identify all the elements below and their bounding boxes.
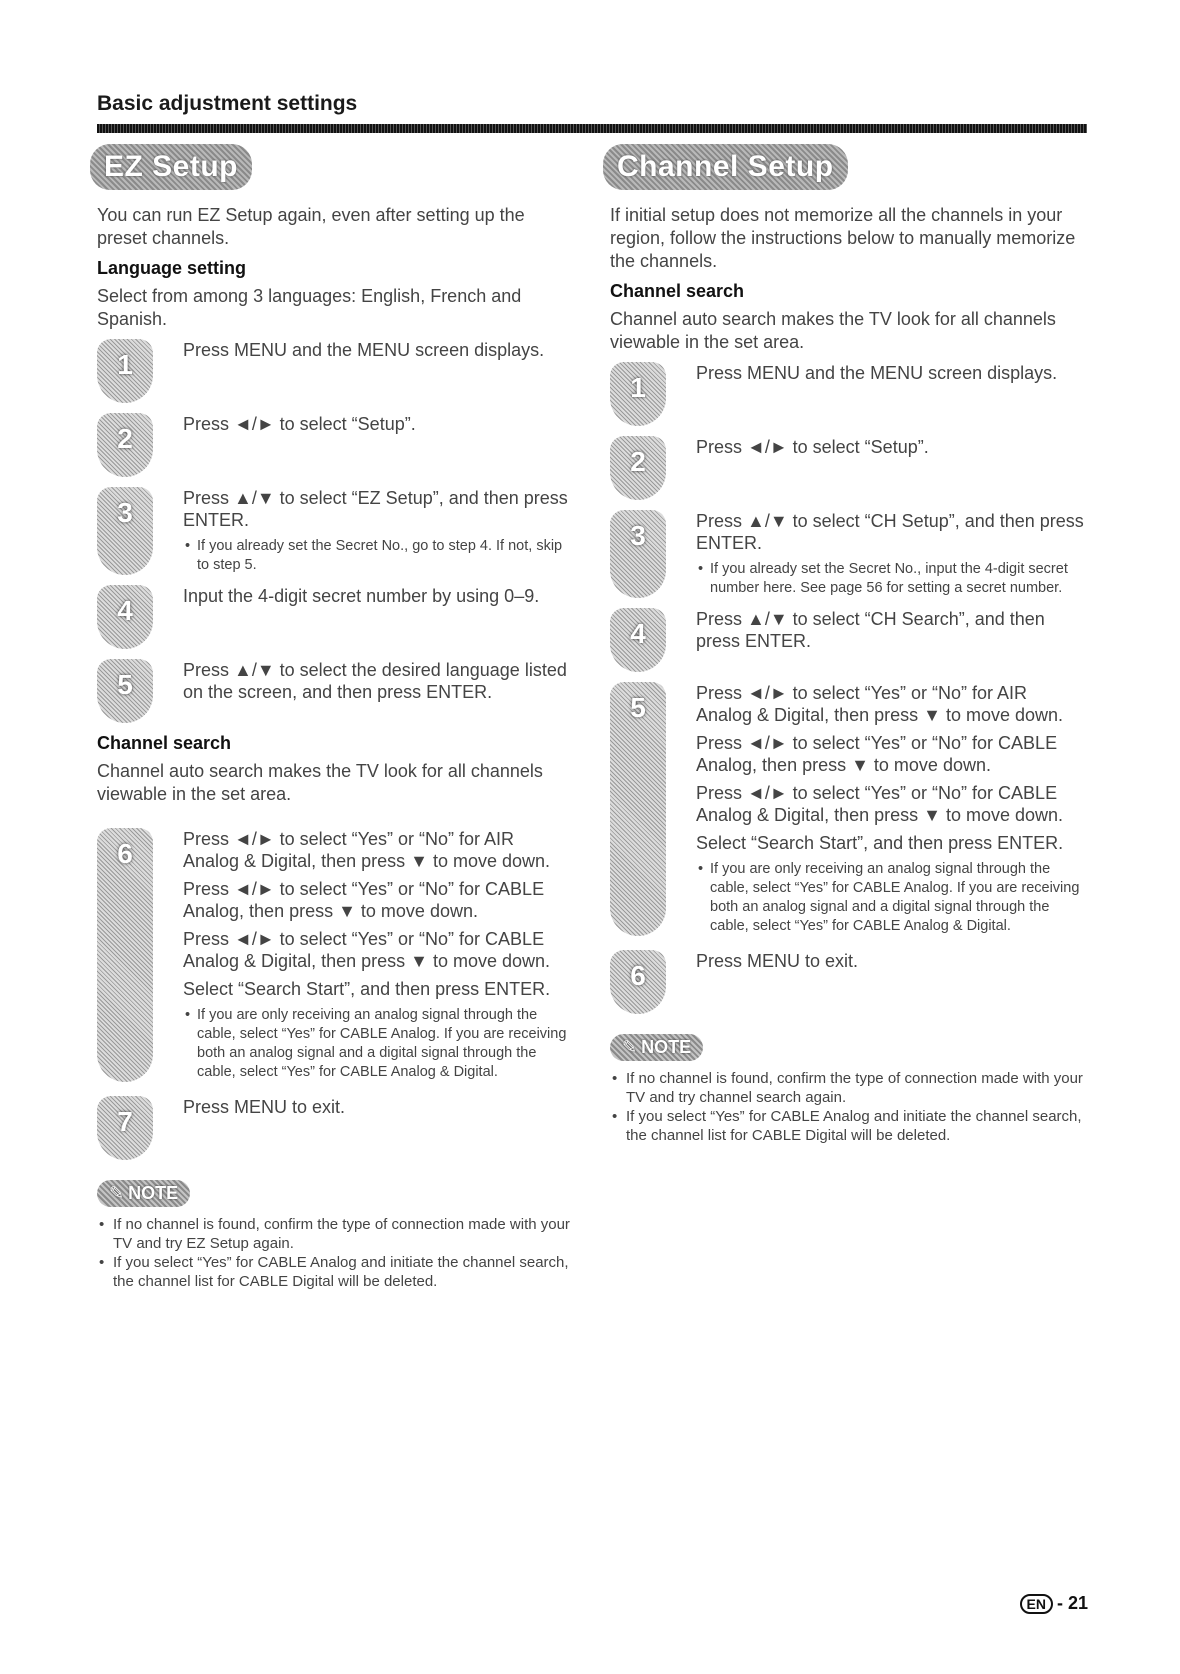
step-number: 6 (117, 838, 133, 869)
pencil-icon: ✎ (109, 1183, 125, 1203)
ez-setup-intro: You can run EZ Setup again, even after setting up the preset channels. (97, 205, 525, 248)
page-number: - 21 (1056, 1593, 1088, 1613)
channel-search-heading: Channel search (97, 733, 232, 753)
step-5 (610, 682, 1085, 936)
step-note: • If you are only receiving an analog signal through the cable, select “Yes” for CABLE Analog. If you are receiving both an analog signal and a digital signal through the cable, select “Yes” for CABLE Analog & Digital. (710, 860, 1085, 936)
step-text: Press ◄/► to select “Yes” or “No” for AIR Analog & Digital, then press ▼ to move down. (696, 683, 1064, 725)
step-4 (97, 585, 572, 649)
channel-search-text: Channel auto search makes the TV look for all channels viewable in the set area. (97, 761, 543, 804)
step-text: Press ◄/► to select “Setup”. (183, 414, 416, 434)
step-number: 7 (117, 1106, 133, 1137)
step-4 (610, 608, 1085, 672)
step-text: Press ▲/▼ to select “CH Search”, and then press ENTER. (696, 609, 1045, 651)
step-6 (97, 828, 572, 1082)
channel-search-text: Channel auto search makes the TV look for all channels viewable in the set area. (610, 309, 1056, 352)
step-text: Press ◄/► to select “Setup”. (696, 437, 929, 457)
step-number: 5 (117, 669, 133, 700)
page-footer (1020, 1593, 1088, 1614)
step-text: Press ◄/► to select “Yes” or “No” for CABLE Analog & Digital, then press ▼ to move down. (183, 929, 551, 971)
step-note: • If you already set the Secret No., go to step 4. If not, skip to step 5. (197, 537, 572, 575)
step-text: Press MENU to exit. (696, 951, 859, 971)
step-number: 1 (117, 349, 133, 380)
step-7 (97, 1096, 572, 1160)
pencil-icon: ✎ (622, 1037, 638, 1057)
step-text: Press MENU and the MENU screen displays. (696, 363, 1058, 383)
step-text: Press ▲/▼ to select the desired language listed on the screen, and then press ENTER. (183, 660, 567, 702)
step-2 (610, 436, 1085, 500)
step-number: 6 (630, 960, 646, 991)
note-badge (97, 1180, 190, 1207)
step-number: 2 (630, 446, 646, 477)
step-text: Select “Search Start”, and then press ENTER. (696, 833, 1064, 853)
step-note: • If you already set the Secret No., input the 4-digit secret number here. See page 56 for setting a secret number. (710, 560, 1085, 598)
page-title: Basic adjustment settings (97, 92, 358, 115)
step-number: 2 (117, 423, 133, 454)
step-text: Select “Search Start”, and then press ENTER. (183, 979, 551, 999)
note-item: • If you select “Yes” for CABLE Analog and initiate the channel search, the channel list for CABLE Digital will be deleted. (610, 1107, 1085, 1145)
step-number: 5 (630, 692, 646, 723)
step-2 (97, 413, 572, 477)
step-text: Press ◄/► to select “Yes” or “No” for CABLE Analog, then press ▼ to move down. (696, 733, 1058, 775)
step-number: 3 (117, 497, 133, 528)
step-1 (97, 339, 572, 403)
step-text: Press ▲/▼ to select “EZ Setup”, and then press ENTER. (183, 488, 568, 530)
note-item: • If you select “Yes” for CABLE Analog and initiate the channel search, the channel list for CABLE Digital will be deleted. (97, 1253, 572, 1291)
note-label: NOTE (641, 1037, 692, 1057)
step-1 (610, 362, 1085, 426)
language-setting-text: Select from among 3 languages: English, French and Spanish. (97, 286, 522, 329)
step-text: Press MENU and the MENU screen displays. (183, 340, 545, 360)
step-3 (97, 487, 572, 575)
step-number: 3 (630, 520, 646, 551)
step-text: Press MENU to exit. (183, 1097, 346, 1117)
ez-setup-section-title: EZ Setup (90, 144, 252, 190)
note-list (610, 1069, 1085, 1145)
channel-setup-section-title: Channel Setup (603, 144, 848, 190)
channel-search-heading: Channel search (610, 281, 745, 301)
step-5 (97, 659, 572, 723)
step-text: Input the 4-digit secret number by using 0–9. (183, 586, 540, 606)
step-3 (610, 510, 1085, 598)
step-note: • If you are only receiving an analog signal through the cable, select “Yes” for CABLE Analog. If you are receiving both an analog signal and a digital signal through the cable, select “Yes” for CABLE Analog & Digital. (197, 1006, 572, 1082)
language-setting-heading: Language setting (97, 258, 247, 278)
ez-setup-column (97, 140, 572, 1291)
channel-setup-intro: If initial setup does not memorize all the channels in your region, follow the instructions below to manually memorize the channels. (610, 205, 1076, 271)
step-6 (610, 950, 1085, 1014)
note-list (97, 1215, 572, 1291)
language-badge: EN (1020, 1594, 1053, 1614)
step-text: Press ◄/► to select “Yes” or “No” for CABLE Analog, then press ▼ to move down. (183, 879, 545, 921)
note-badge (610, 1034, 703, 1061)
step-number: 4 (630, 618, 646, 649)
channel-setup-column (610, 140, 1085, 1145)
step-text: Press ◄/► to select “Yes” or “No” for AIR Analog & Digital, then press ▼ to move down. (183, 829, 551, 871)
note-label: NOTE (128, 1183, 179, 1203)
note-item: • If no channel is found, confirm the type of connection made with your TV and try channel search again. (610, 1069, 1085, 1107)
step-text: Press ◄/► to select “Yes” or “No” for CABLE Analog & Digital, then press ▼ to move down. (696, 783, 1064, 825)
step-text: Press ▲/▼ to select “CH Setup”, and then press ENTER. (696, 511, 1084, 553)
step-number: 1 (630, 372, 646, 403)
step-number: 4 (117, 595, 133, 626)
header-rule (97, 124, 1087, 133)
note-item: • If no channel is found, confirm the type of connection made with your TV and try EZ Setup again. (97, 1215, 572, 1253)
